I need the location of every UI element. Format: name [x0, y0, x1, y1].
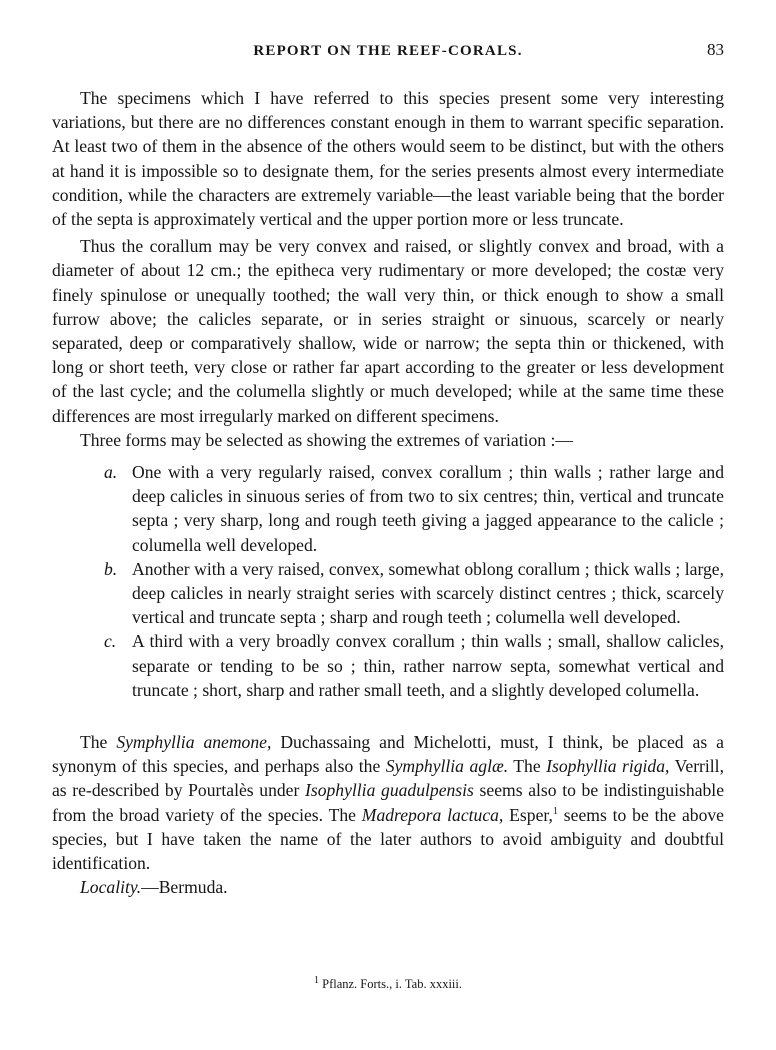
list-item — [104, 557, 724, 630]
species-name: Symphyllia anemone, — [116, 732, 272, 753]
text-run: Esper, — [503, 804, 553, 825]
list-item — [104, 460, 724, 557]
footnote — [0, 974, 776, 992]
species-name: Isophyllia rigida, — [546, 756, 670, 777]
running-header — [52, 40, 724, 69]
locality-label: Locality. — [80, 877, 142, 898]
body-text — [52, 86, 724, 900]
locality-line — [52, 875, 724, 899]
list-item-label: b. — [104, 558, 118, 579]
species-name: Madrepora lactuca, — [361, 804, 504, 825]
page-number: 83 — [707, 40, 724, 59]
text-run: Duchassaing and Michelotti, must, I think, be placed as a synonym of this species, and perhaps also the — [52, 732, 724, 777]
paragraph-3: Three forms may be selected as showing the extremes of variation :— — [80, 429, 573, 450]
list-item-label: c. — [104, 631, 117, 652]
paragraph-1: The specimens which I have referred to this species present some very interesting variations, but there are no differences constant enough in them to warrant specific separation. At least two of them in the absence of the others would seem to be distinct, but with the others at hand it is impossible so to designate them, for the series presents almost every intermediate condition, while the characters are extremely variable—the least variable being that the border of the septa is approximately vertical and the upper portion more or less truncate. — [52, 88, 724, 230]
species-name: Isophyllia guadulpensis — [305, 780, 474, 801]
footnote-mark: 1 — [314, 974, 319, 986]
list-item-text: A third with a very broadly convex corallum ; thin walls ; small, shallow calicles, separate or tending to be so ; thin, rather narrow septa, somewhat vertical and truncate ; short, sharp and rather small teeth, and a slightly developed columella. — [132, 631, 724, 700]
footnote-text: Pflanz. Forts., i. Tab. xxxiii. — [319, 977, 462, 991]
text-run: The — [80, 732, 117, 753]
paragraph-2: Thus the corallum may be very convex and raised, or slightly convex and broad, with a diameter of about 12 cm.; the epitheca very rudimentary or more developed; the costæ very finely spinulose or unequally toothed; the wall very thin, or thick enough to show a small furrow above; the calicles separate, or in series straight or sinuous, scarcely or nearly separated, deep or comparatively shallow, wide or narrow; the septa thin or thickened, with long or short teeth, very close or rather far apart according to the greater or less development of the last cycle; and the columella slightly or much developed; while at the same time these differences are most irregularly marked on different specimens. — [52, 236, 724, 426]
species-name: Symphyllia aglæ. — [385, 756, 509, 777]
text-run: seems also to be indistinguishable from the broad variety of the species. The — [52, 780, 725, 825]
list-item-text: Another with a very raised, convex, somewhat oblong corallum ; thick walls ; large, deep calicles in nearly straight series with scarcely distinct centres ; thick, scarcely vertical and truncate septa ; sharp and rough teeth ; columella well developed. — [132, 558, 724, 628]
list-item-text: One with a very regularly raised, convex corallum ; thin walls ; rather large and deep calicles in sinuous series of from two to six centres; thin, vertical and truncate septa ; very sharp, long and rough teeth giving a jagged appearance to the calicle ; columella well developed. — [132, 462, 724, 555]
text-run: Verrill, as re-described by Pourtalès under — [52, 756, 724, 801]
header-title: REPORT ON THE REEF-CORALS. — [253, 43, 523, 59]
locality-value: —Bermuda. — [141, 877, 228, 898]
paragraph-synonymy — [52, 730, 724, 875]
text-run: seems to be the above species, but I have taken the name of the later authors to avoid ambiguity and doubtful identification. — [52, 804, 724, 874]
list-item-label: a. — [104, 462, 118, 483]
text-run: The — [508, 756, 547, 777]
footnote-marker: 1 — [552, 805, 558, 817]
list-item — [104, 629, 724, 702]
variation-list — [104, 460, 724, 702]
